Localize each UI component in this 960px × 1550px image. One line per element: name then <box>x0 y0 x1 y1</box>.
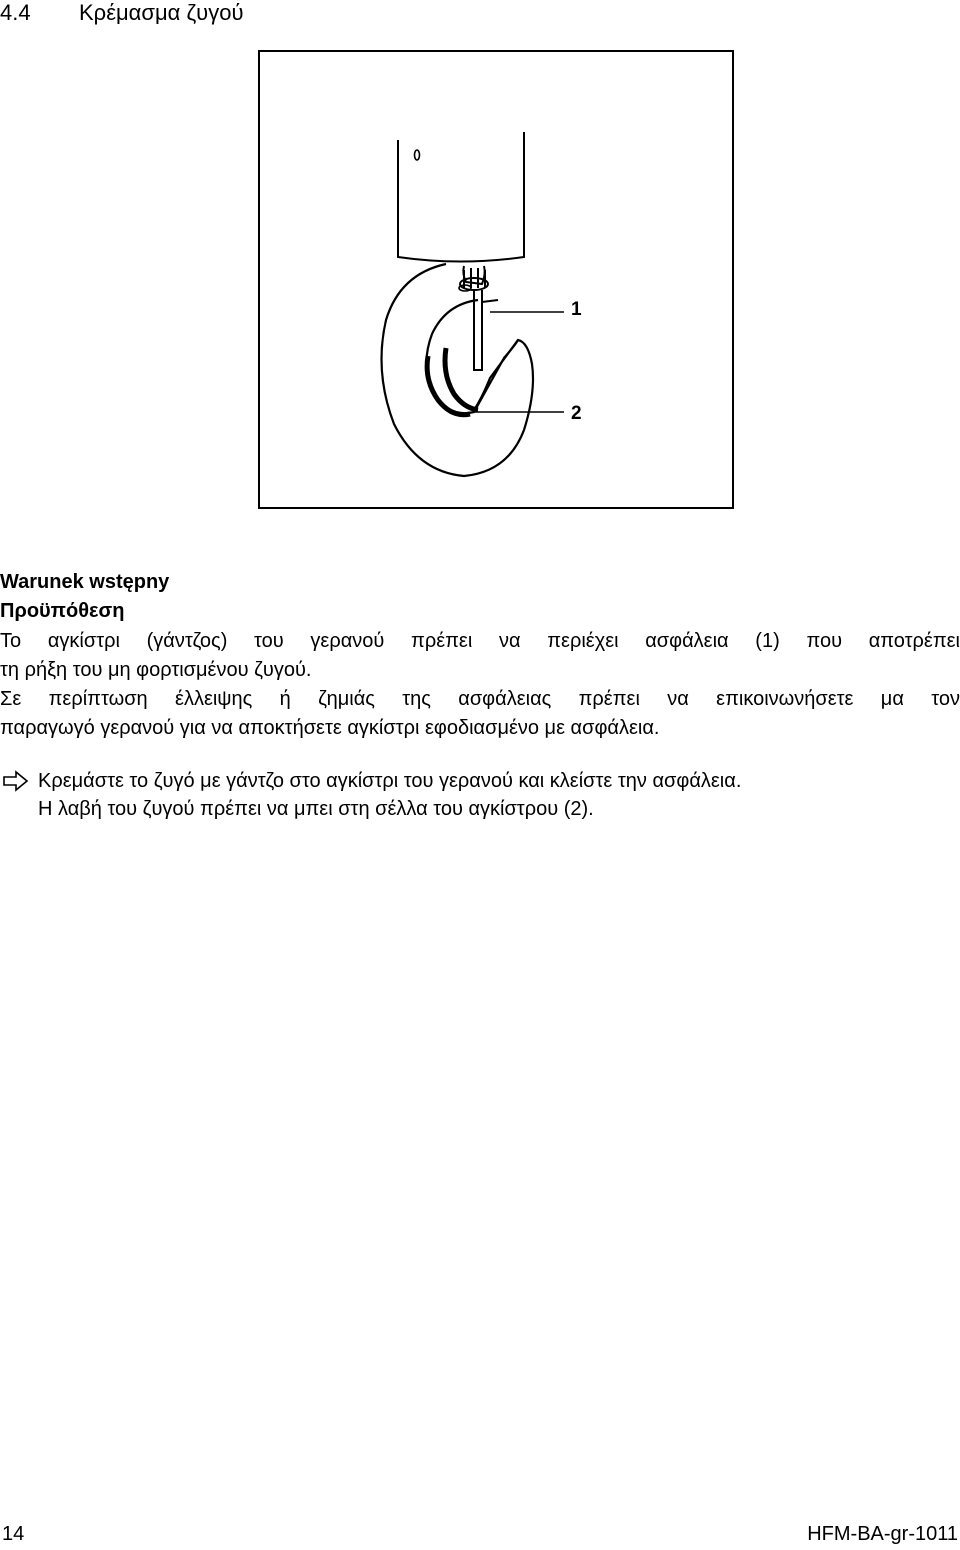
section-title: Κρέμασμα ζυγού <box>79 0 244 25</box>
callout-label-2: 2 <box>571 403 582 424</box>
crane-hook-illustration <box>260 52 736 511</box>
instruction-step-line-1: Κρεμάστε το ζυγό με γάντζο στο αγκίστρι του γερανού και κλείστε την ασφάλεια. <box>38 770 742 792</box>
crane-hook-figure <box>258 50 734 509</box>
document-code: HFM-BA-gr-1011 <box>807 1523 958 1545</box>
paragraph-2-line-1: Σε περίπτωση έλλειψης ή ζημιάς της ασφάλειας πρέπει να επικοινωνήσετε μα τον <box>0 688 960 710</box>
paragraph-1-line-2: τη ρήξη του μη φορτισμένου ζυγού. <box>0 659 312 681</box>
page-number: 14 <box>2 1523 25 1545</box>
prerequisite-heading-greek: Προϋπόθεση <box>0 600 125 622</box>
instruction-step-line-2: Η λαβή του ζυγού πρέπει να μπει στη σέλλα του αγκίστρου (2). <box>38 798 594 820</box>
section-number: 4.4 <box>0 0 31 25</box>
paragraph-1-line-1: Το αγκίστρι (γάντζος) του γερανού πρέπει να περιέχει ασφάλεια (1) που αποτρέπει <box>0 630 960 652</box>
outline-arrow-icon <box>2 770 30 792</box>
callout-label-1: 1 <box>571 299 582 320</box>
prerequisite-heading-polish: Warunek wstępny <box>0 571 170 593</box>
paragraph-2-line-2: παραγωγό γερανού για να αποκτήσετε αγκίστρι εφοδιασμένο με ασφάλεια. <box>0 717 660 739</box>
